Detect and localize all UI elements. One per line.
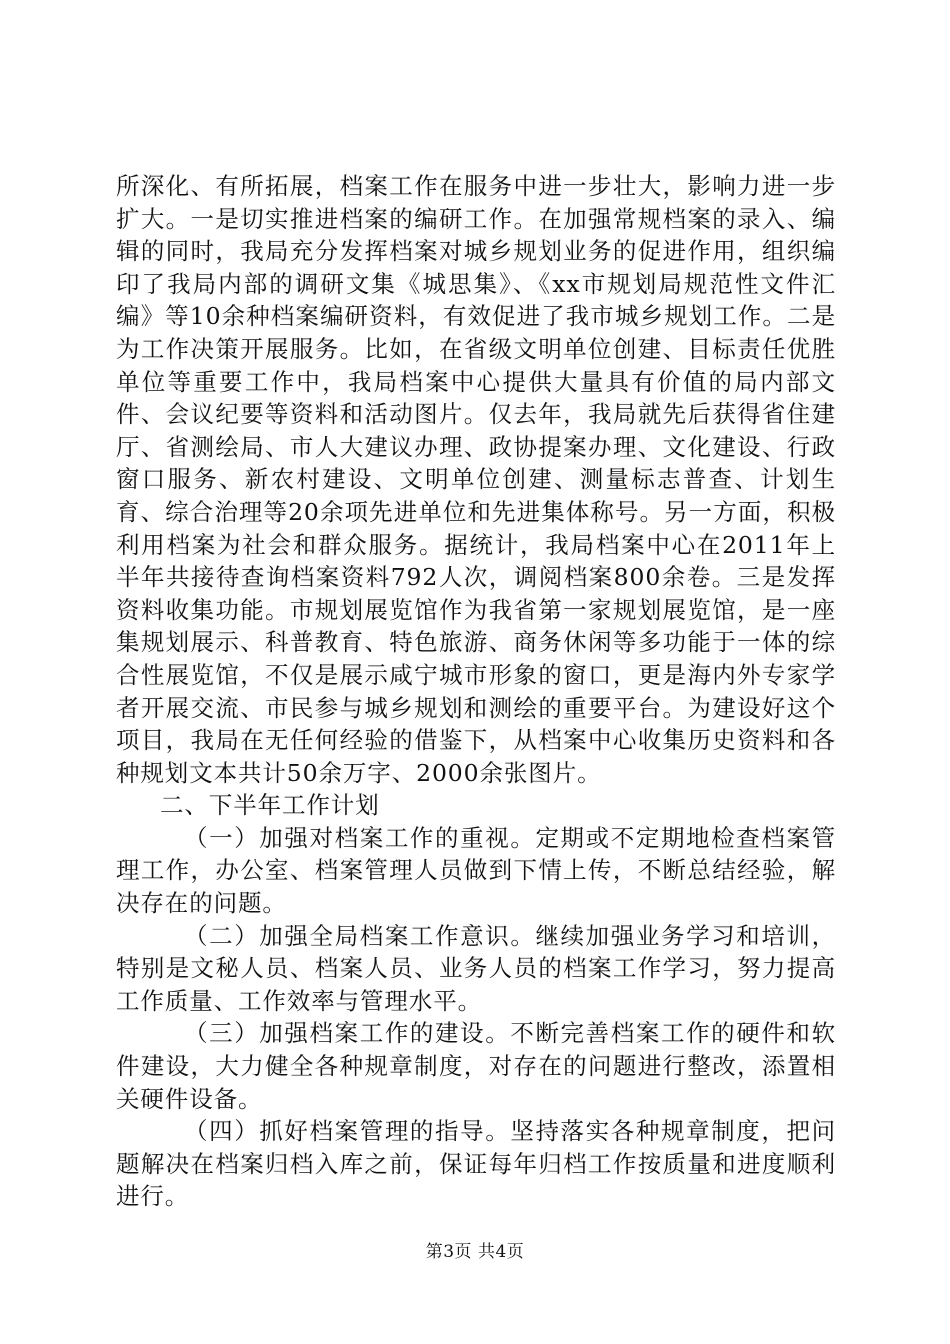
plan-item-1: （一）加强对档案工作的重视。定期或不定期地检查档案管理工作，办公室、档案管理人员做到下情上传，不断总结经验，解决存在的问题。: [116, 823, 836, 918]
plan-item-4: （四）抓好档案管理的指导。坚持落实各种规章制度，把问题解决在档案归档入库之前，保证每年归档工作按质量和进度顺利进行。: [116, 1117, 836, 1211]
plan-item-2: （二）加强全局档案工作意识。继续加强业务学习和培训，特别是文秘人员、档案人员、业务人员的档案工作学习，努力提高工作质量、工作效率与管理水平。: [116, 921, 836, 1015]
plan-item-3: （三）加强档案工作的建设。不断完善档案工作的硬件和软件建设，大力健全各种规章制度，对存在的问题进行整改，添置相关硬件设备。: [116, 1019, 836, 1113]
section-heading: 二、下半年工作计划: [160, 791, 380, 820]
page-number-footer: 第3页 共4页: [425, 1242, 525, 1262]
document-body: [116, 170, 836, 1213]
body-paragraph: 所深化、有所拓展，档案工作在服务中进一步壮大，影响力进一步扩大。一是切实推进档案的编研工作。在加强常规档案的录入、编辑的同时，我局充分发挥档案对城乡规划业务的促进作用，组织编印了我局内部的调研文集《城思集》、《xx市规划局规范性文件汇编》等10余种档案编研资料，有效促进了我市城乡规划工作。二是为工作决策开展服务。比如，在省级文明单位创建、目标责任优胜单位等重要工作中，我局档案中心提供大量具有价值的局内部文件、会议纪要等资料和活动图片。仅去年，我局就先后获得省住建厅、省测绘局、市人大建议办理、政协提案办理、文化建设、行政窗口服务、新农村建设、文明单位创建、测量标志普查、计划生育、综合治理等20余项先进单位和先进集体称号。另一方面，积极利用档案为社会和群众服务。据统计，我局档案中心在2011年上半年共接待查询档案资料792人次，调阅档案800余卷。三是发挥资料收集功能。市规划展览馆作为我省第一家规划展览馆，是一座集规划展示、科普教育、特色旅游、商务休闲等多功能于一体的综合性展览馆，不仅是展示咸宁城市形象的窗口，更是海内外专家学者开展交流、市民参与城乡规划和测绘的重要平台。为建设好这个项目，我局在无任何经验的借鉴下，从档案中心收集历史资料和各种规划文本共计50余万字、2000余张图片。: [116, 172, 836, 787]
